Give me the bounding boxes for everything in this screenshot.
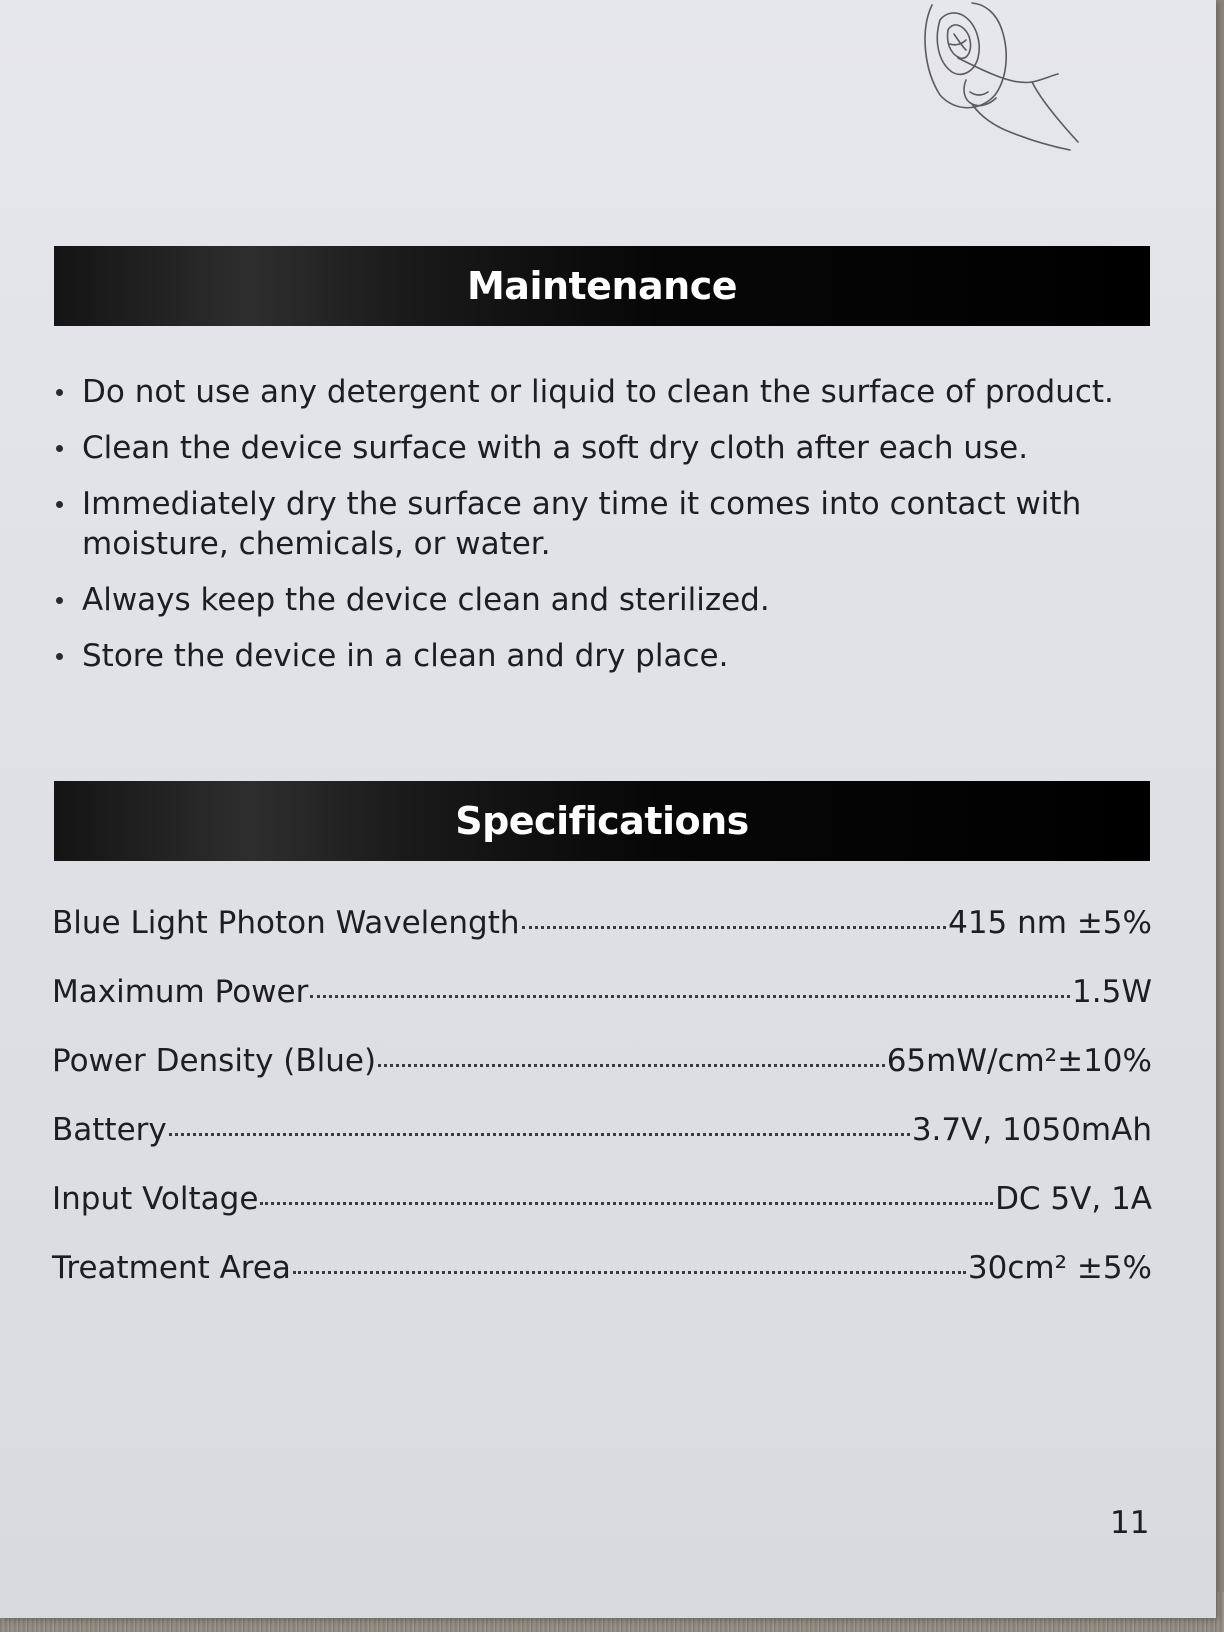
spec-value: 65mW/cm²±10% bbox=[886, 1043, 1152, 1079]
dot-leader bbox=[260, 1202, 993, 1205]
spec-label: Battery bbox=[52, 1112, 167, 1148]
bullet-icon bbox=[56, 445, 63, 452]
dot-leader bbox=[522, 926, 947, 929]
hand-pressing-device-icon bbox=[910, 0, 1110, 160]
list-item bbox=[50, 484, 1160, 564]
spec-label: Input Voltage bbox=[52, 1181, 259, 1217]
specifications-banner bbox=[54, 781, 1150, 861]
bullet-icon bbox=[56, 501, 63, 508]
spec-value: 1.5W bbox=[1072, 974, 1152, 1010]
page-number: 11 bbox=[1110, 1505, 1150, 1541]
bullet-icon bbox=[56, 653, 63, 660]
spec-value: 3.7V, 1050mAh bbox=[911, 1112, 1152, 1148]
list-item-text: Clean the device surface with a soft dry cloth after each use. bbox=[82, 430, 1029, 466]
spec-row bbox=[52, 905, 1152, 974]
spec-row bbox=[52, 1250, 1152, 1319]
maintenance-banner bbox=[54, 246, 1150, 326]
spec-value: DC 5V, 1A bbox=[995, 1181, 1152, 1217]
spec-label: Power Density (Blue) bbox=[52, 1043, 377, 1079]
spec-value: 415 nm ±5% bbox=[948, 905, 1152, 941]
list-item-text: Store the device in a clean and dry place. bbox=[82, 638, 729, 674]
list-item-text: Do not use any detergent or liquid to clean the surface of product. bbox=[82, 374, 1114, 410]
list-item bbox=[50, 636, 1160, 676]
list-item-text: Immediately dry the surface any time it comes into contact with moisture, chemicals, or water. bbox=[82, 486, 1082, 562]
maintenance-title: Maintenance bbox=[466, 264, 738, 308]
spec-row bbox=[52, 1181, 1152, 1250]
specifications-title: Specifications bbox=[455, 799, 749, 843]
bullet-icon bbox=[56, 389, 63, 396]
spec-row bbox=[52, 1043, 1152, 1112]
dot-leader bbox=[293, 1271, 966, 1274]
list-item-text: Always keep the device clean and sterilized. bbox=[82, 582, 770, 618]
dot-leader bbox=[169, 1133, 910, 1136]
spec-label: Maximum Power bbox=[52, 974, 309, 1010]
list-item bbox=[50, 580, 1160, 620]
bullet-icon bbox=[56, 597, 63, 604]
specifications-table bbox=[52, 905, 1152, 1319]
spec-value: 30cm² ±5% bbox=[967, 1250, 1152, 1286]
list-item bbox=[50, 428, 1160, 468]
dot-leader bbox=[310, 995, 1070, 998]
list-item bbox=[50, 372, 1160, 412]
maintenance-list bbox=[50, 372, 1160, 692]
spec-row bbox=[52, 1112, 1152, 1181]
spec-label: Treatment Area bbox=[52, 1250, 291, 1286]
dot-leader bbox=[378, 1064, 885, 1067]
spec-row bbox=[52, 974, 1152, 1043]
spec-label: Blue Light Photon Wavelength bbox=[52, 905, 520, 941]
